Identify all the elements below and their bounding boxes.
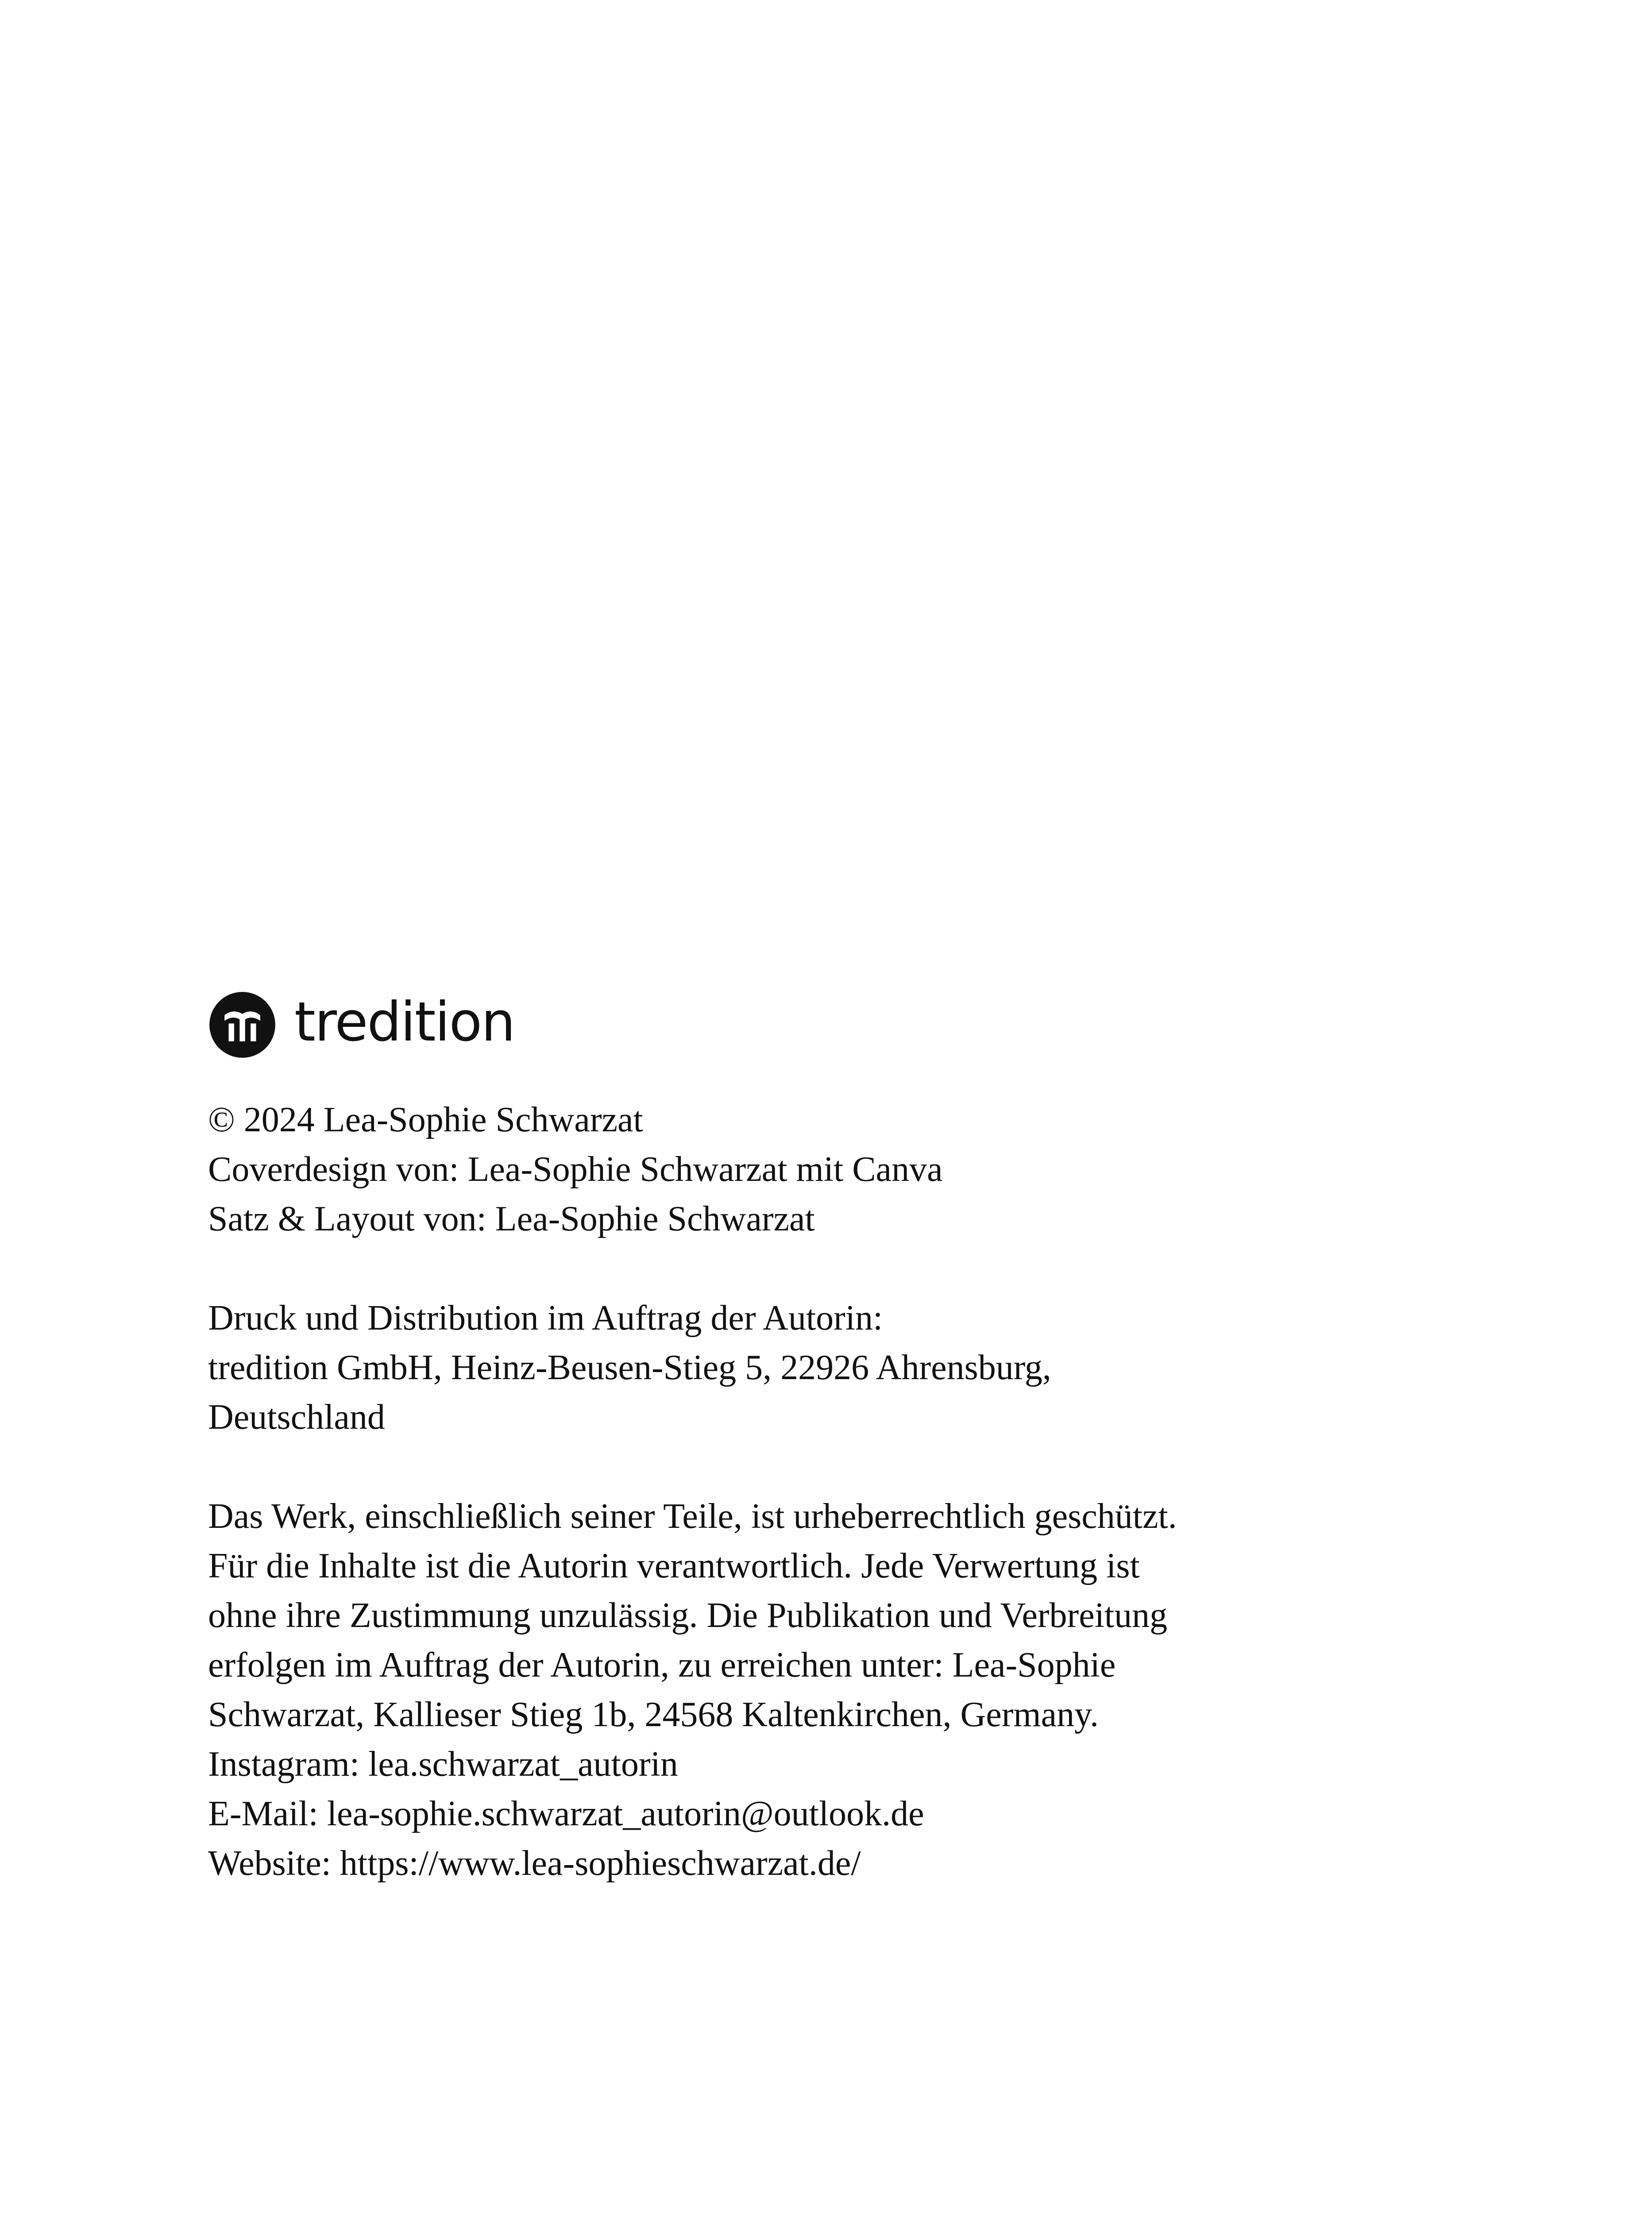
imprint-text	[208, 1095, 1536, 1888]
publisher-wordmark: tredition	[294, 991, 515, 1053]
rights-line: Das Werk, einschließlich seiner Teile, ist urheberrechtlich geschützt.	[208, 1497, 1177, 1536]
distribution-line: tredition GmbH, Heinz-Beusen-Stieg 5, 22926 Ahrensburg,	[208, 1348, 1051, 1387]
rights-line: Für die Inhalte ist die Autorin verantwortlich. Jede Verwertung ist	[208, 1546, 1140, 1585]
website-line: Website: https://www.lea-sophieschwarzat.de/	[208, 1844, 861, 1883]
email-line: E-Mail: lea-sophie.schwarzat_autorin@outlook.de	[208, 1794, 924, 1833]
instagram-line: Instagram: lea.schwarzat_autorin	[208, 1745, 678, 1784]
rights-line: Schwarzat, Kallieser Stieg 1b, 24568 Kaltenkirchen, Germany.	[208, 1695, 1099, 1734]
distribution-line: Deutschland	[208, 1398, 385, 1437]
distribution-line: Druck und Distribution im Auftrag der Autorin:	[208, 1299, 883, 1338]
rights-line: erfolgen im Auftrag der Autorin, zu erreichen unter: Lea-Sophie	[208, 1646, 1116, 1685]
copyright-line: © 2024 Lea-Sophie Schwarzat	[208, 1100, 643, 1139]
rights-block	[208, 1492, 1536, 1888]
distribution-block	[208, 1293, 1536, 1442]
rights-line: ohne ihre Zustimmung unzulässig. Die Publikation und Verbreitung	[208, 1596, 1168, 1635]
credits-block	[208, 1095, 1536, 1244]
spacer	[208, 1442, 1536, 1492]
spacer	[208, 1244, 1536, 1293]
layout-credit-line: Satz & Layout von: Lea-Sophie Schwarzat	[208, 1199, 815, 1238]
publisher-logo	[208, 987, 514, 1062]
tredition-logo-icon	[208, 991, 277, 1059]
cover-credit-line: Coverdesign von: Lea-Sophie Schwarzat mit Canva	[208, 1150, 943, 1189]
